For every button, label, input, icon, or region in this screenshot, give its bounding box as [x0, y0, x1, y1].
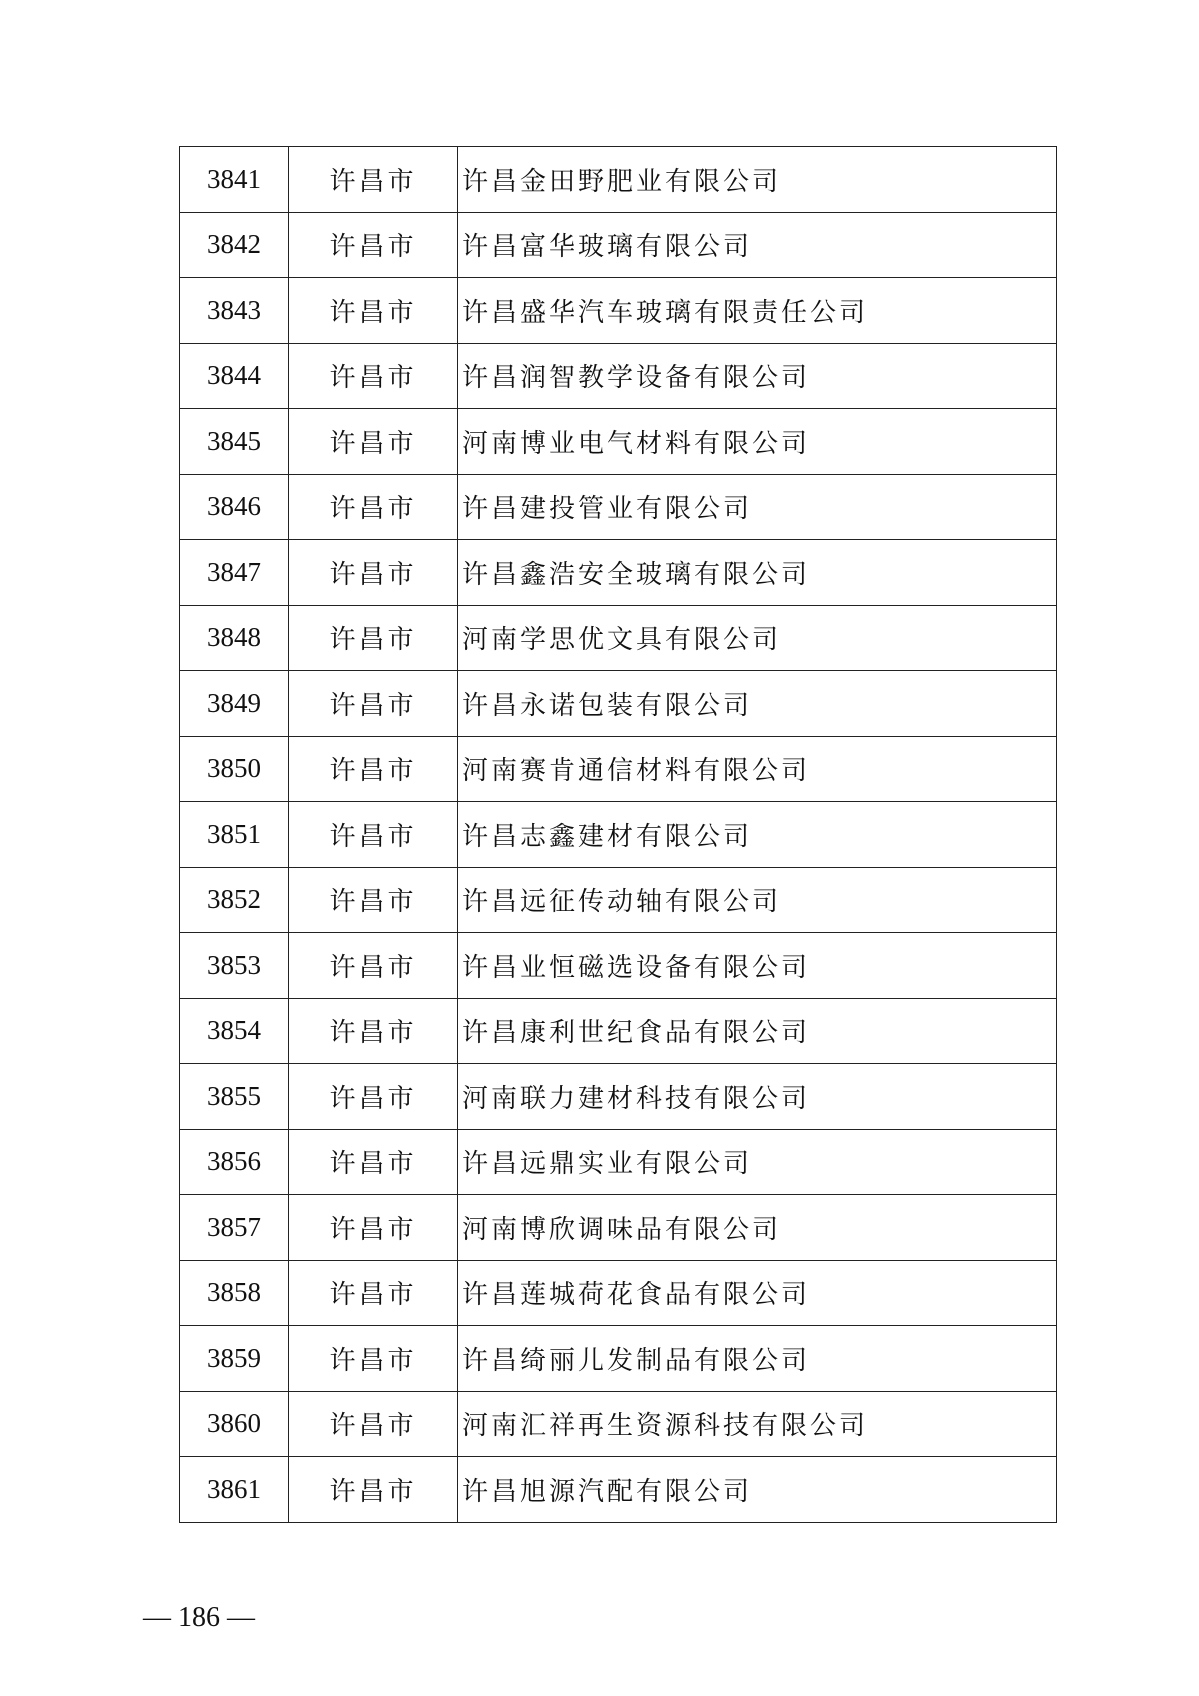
company-name-cell: 许昌润智教学设备有限公司: [458, 343, 1057, 409]
row-number-cell: 3852: [180, 867, 289, 933]
table-row: [180, 212, 1057, 278]
company-name-cell: 河南博欣调味品有限公司: [458, 1195, 1057, 1261]
table-body: [180, 147, 1057, 1523]
company-name-cell: 许昌远鼎实业有限公司: [458, 1129, 1057, 1195]
city-cell: 许昌市: [289, 1260, 458, 1326]
city-cell: 许昌市: [289, 998, 458, 1064]
company-name-cell: 许昌绮丽儿发制品有限公司: [458, 1326, 1057, 1392]
row-number-cell: 3841: [180, 147, 289, 213]
table-row: [180, 671, 1057, 737]
city-cell: 许昌市: [289, 212, 458, 278]
city-cell: 许昌市: [289, 605, 458, 671]
company-name-cell: 河南联力建材科技有限公司: [458, 1064, 1057, 1130]
company-name-cell: 河南赛肯通信材料有限公司: [458, 736, 1057, 802]
city-cell: 许昌市: [289, 802, 458, 868]
city-cell: 许昌市: [289, 1457, 458, 1523]
table-row: [180, 474, 1057, 540]
row-number-cell: 3853: [180, 933, 289, 999]
company-name-cell: 许昌康利世纪食品有限公司: [458, 998, 1057, 1064]
row-number-cell: 3861: [180, 1457, 289, 1523]
table-row: [180, 1260, 1057, 1326]
city-cell: 许昌市: [289, 1129, 458, 1195]
table-row: [180, 998, 1057, 1064]
row-number-cell: 3851: [180, 802, 289, 868]
company-name-cell: 许昌建投管业有限公司: [458, 474, 1057, 540]
table-row: [180, 1195, 1057, 1261]
city-cell: 许昌市: [289, 278, 458, 344]
city-cell: 许昌市: [289, 1391, 458, 1457]
row-number-cell: 3856: [180, 1129, 289, 1195]
table-row: [180, 1064, 1057, 1130]
table-row: [180, 1457, 1057, 1523]
city-cell: 许昌市: [289, 867, 458, 933]
company-name-cell: 河南学思优文具有限公司: [458, 605, 1057, 671]
table-row: [180, 147, 1057, 213]
company-name-cell: 许昌远征传动轴有限公司: [458, 867, 1057, 933]
row-number-cell: 3847: [180, 540, 289, 606]
city-cell: 许昌市: [289, 1326, 458, 1392]
company-name-cell: 许昌金田野肥业有限公司: [458, 147, 1057, 213]
page-number: — 186 —: [143, 1602, 255, 1633]
table-row: [180, 933, 1057, 999]
table-row: [180, 736, 1057, 802]
company-name-cell: 许昌志鑫建材有限公司: [458, 802, 1057, 868]
company-name-cell: 许昌业恒磁选设备有限公司: [458, 933, 1057, 999]
city-cell: 许昌市: [289, 147, 458, 213]
table-row: [180, 1129, 1057, 1195]
table-row: [180, 409, 1057, 475]
row-number-cell: 3846: [180, 474, 289, 540]
company-list-table-container: [179, 146, 1056, 1523]
city-cell: 许昌市: [289, 736, 458, 802]
row-number-cell: 3858: [180, 1260, 289, 1326]
city-cell: 许昌市: [289, 1064, 458, 1130]
table-row: [180, 1391, 1057, 1457]
table-row: [180, 278, 1057, 344]
table-row: [180, 343, 1057, 409]
city-cell: 许昌市: [289, 933, 458, 999]
row-number-cell: 3854: [180, 998, 289, 1064]
company-name-cell: 许昌莲城荷花食品有限公司: [458, 1260, 1057, 1326]
city-cell: 许昌市: [289, 540, 458, 606]
row-number-cell: 3842: [180, 212, 289, 278]
table-row: [180, 867, 1057, 933]
table-row: [180, 802, 1057, 868]
company-name-cell: 许昌盛华汽车玻璃有限责任公司: [458, 278, 1057, 344]
company-name-cell: 河南汇祥再生资源科技有限公司: [458, 1391, 1057, 1457]
row-number-cell: 3850: [180, 736, 289, 802]
row-number-cell: 3855: [180, 1064, 289, 1130]
table-row: [180, 1326, 1057, 1392]
row-number-cell: 3848: [180, 605, 289, 671]
city-cell: 许昌市: [289, 671, 458, 737]
company-name-cell: 许昌永诺包装有限公司: [458, 671, 1057, 737]
city-cell: 许昌市: [289, 1195, 458, 1261]
row-number-cell: 3849: [180, 671, 289, 737]
city-cell: 许昌市: [289, 474, 458, 540]
company-name-cell: 许昌富华玻璃有限公司: [458, 212, 1057, 278]
row-number-cell: 3845: [180, 409, 289, 475]
city-cell: 许昌市: [289, 409, 458, 475]
row-number-cell: 3860: [180, 1391, 289, 1457]
row-number-cell: 3859: [180, 1326, 289, 1392]
table-row: [180, 540, 1057, 606]
company-list-table: [179, 146, 1057, 1523]
city-cell: 许昌市: [289, 343, 458, 409]
company-name-cell: 许昌旭源汽配有限公司: [458, 1457, 1057, 1523]
company-name-cell: 河南博业电气材料有限公司: [458, 409, 1057, 475]
row-number-cell: 3857: [180, 1195, 289, 1261]
row-number-cell: 3844: [180, 343, 289, 409]
table-row: [180, 605, 1057, 671]
row-number-cell: 3843: [180, 278, 289, 344]
company-name-cell: 许昌鑫浩安全玻璃有限公司: [458, 540, 1057, 606]
